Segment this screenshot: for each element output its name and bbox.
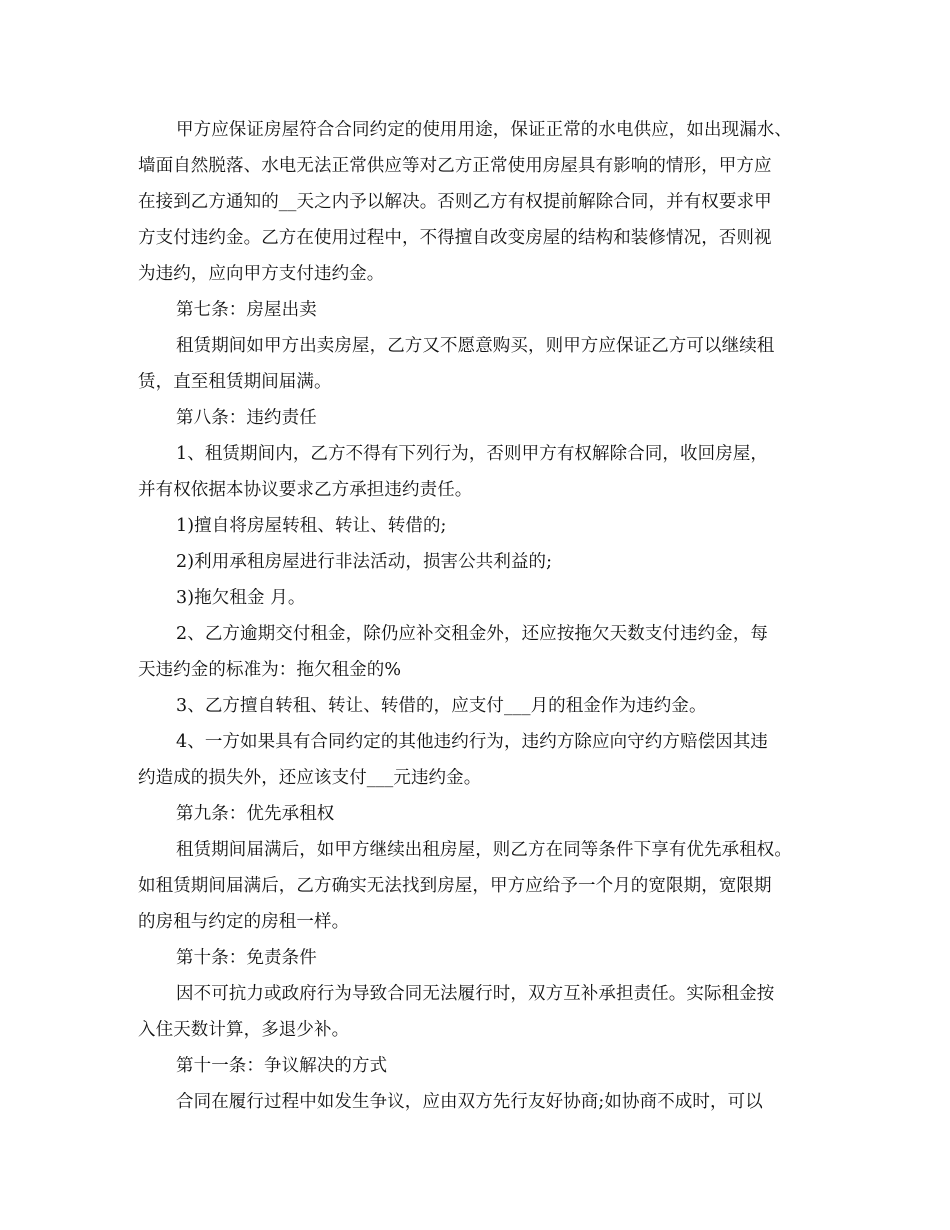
text-line: 合同在履行过程中如发生争议，应由双方先行友好协商;如协商不成时，可以 <box>176 1092 763 1112</box>
text-line: 墙面自然脱落、水电无法正常供应等对乙方正常使用房屋具有影响的情形，甲方应 <box>138 156 772 176</box>
text-line: 的房租与约定的房租一样。 <box>138 912 350 932</box>
text-line: 1、租赁期间内，乙方不得有下列行为，否则甲方有权解除合同，收回房屋， <box>176 444 769 464</box>
list-item: 3)拖欠租金 月。 <box>176 588 306 608</box>
text-line: 如租赁期间届满后，乙方确实无法找到房屋，甲方应给予一个月的宽限期，宽限期 <box>138 876 772 896</box>
text-line: 租赁期间如甲方出卖房屋，乙方又不愿意购买，则甲方应保证乙方可以继续租 <box>176 336 775 356</box>
section-heading: 第九条：优先承租权 <box>176 804 335 824</box>
text-line: 并有权依据本协议要求乙方承担违约责任。 <box>138 480 473 500</box>
text-line: 赁，直至租赁期间届满。 <box>138 372 332 392</box>
list-item: 2)利用承租房屋进行非法活动，损害公共利益的; <box>176 552 553 572</box>
text-line: 为违约，应向甲方支付违约金。 <box>138 264 385 284</box>
text-line: 天违约金的标准为：拖欠租金的% <box>138 660 402 680</box>
text-line: 2、乙方逾期交付租金，除仍应补交租金外，还应按拖欠天数支付违约金，每 <box>176 624 769 644</box>
text-line: 方支付违约金。乙方在使用过程中，不得擅自改变房屋的结构和装修情况，否则视 <box>138 228 772 248</box>
text-line: 在接到乙方通知的__天之内予以解决。否则乙方有权提前解除合同，并有权要求甲 <box>138 192 772 212</box>
text-line: 4、一方如果具有合同约定的其他违约行为，违约方除应向守约方赔偿因其违 <box>176 732 769 752</box>
section-heading: 第十一条：争议解决的方式 <box>176 1056 388 1076</box>
text-line: 约造成的损失外，还应该支付___元违约金。 <box>138 768 482 788</box>
section-heading: 第十条：免责条件 <box>176 948 317 968</box>
text-line: 租赁期间届满后，如甲方继续出租房屋，则乙方在同等条件下享有优先承租权。 <box>176 840 792 860</box>
section-heading: 第八条：违约责任 <box>176 408 317 428</box>
text-line: 因不可抗力或政府行为导致合同无法履行时，双方互补承担责任。实际租金按 <box>176 984 775 1004</box>
list-item: 1)擅自将房屋转租、转让、转借的; <box>176 516 447 536</box>
text-line: 入住天数计算，多退少补。 <box>138 1020 350 1040</box>
text-line: 3、乙方擅自转租、转让、转借的，应支付___月的租金作为违约金。 <box>176 696 707 716</box>
section-heading: 第七条：房屋出卖 <box>176 300 317 320</box>
text-line: 甲方应保证房屋符合合同约定的使用用途，保证正常的水电供应，如出现漏水、 <box>176 120 792 140</box>
